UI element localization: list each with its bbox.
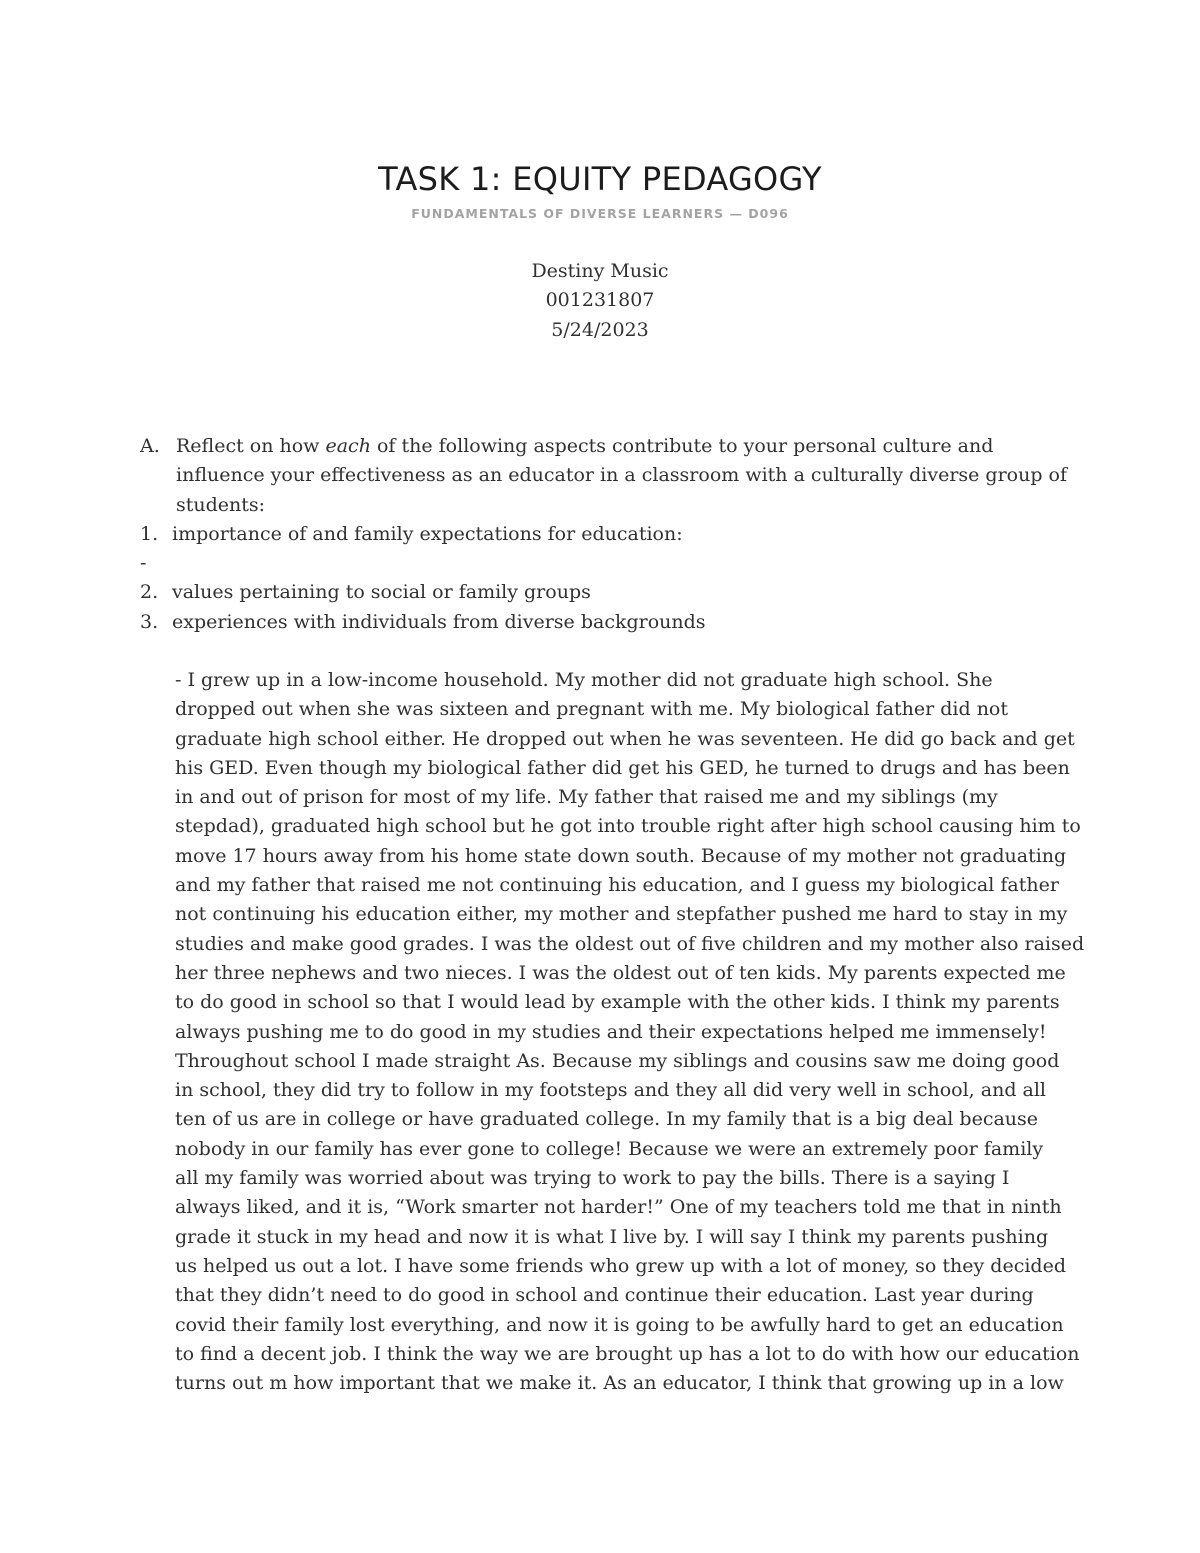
essay-line: covid their family lost everything, and now it is going to be awfully hard to get an education — [175, 1313, 1064, 1336]
essay-line: dropped out when she was sixteen and pregnant with me. My biological father did not — [175, 698, 1009, 721]
prompt-section — [140, 432, 1080, 637]
author-block — [0, 257, 1200, 345]
essay-line: to find a decent job. I think the way we are brought up has a lot to do with how our education — [175, 1342, 1080, 1365]
list-item-text: experiences with individuals from diverse backgrounds — [172, 610, 706, 633]
prompt-continuation — [140, 491, 1080, 520]
essay-line: all my family was worried about was trying to work to pay the bills. There is a saying I — [175, 1167, 1010, 1190]
essay-line: turns out m how important that we make it. As an educator, I think that growing up in a low — [175, 1372, 1064, 1395]
list-marker: 3. — [140, 610, 159, 633]
document-title: TASK 1: EQUITY PEDAGOGY — [378, 160, 822, 198]
essay-line: stepdad), graduated high school but he got into trouble right after high school causing him to — [175, 815, 1081, 838]
essay-line: grade it stuck in my head and now it is what I live by. I will say I think my parents pushing — [175, 1225, 1049, 1248]
essay-line: that they didn’t need to do good in school and continue their education. Last year during — [175, 1284, 1034, 1307]
prompt-text-part: Reflect on how — [176, 435, 326, 457]
essay-line: nobody in our family has ever gone to college! Because we were an extremely poor family — [175, 1137, 1044, 1160]
prompt-text-line — [176, 432, 993, 461]
prompt-text-line: students: — [176, 493, 266, 516]
list-marker: 1. — [140, 522, 159, 545]
prompt-item-dash — [140, 549, 1080, 578]
prompt-text-part: of the following aspects contribute to your personal culture and — [370, 435, 994, 457]
essay-line: Throughout school I made straight As. Because my siblings and cousins saw me doing good — [175, 1049, 1060, 1072]
prompt-continuation — [140, 461, 1080, 490]
essay-line: always pushing me to do good in my studies and their expectations helped me immensely! — [175, 1020, 1047, 1043]
prompt-emphasis: each — [325, 435, 371, 457]
essay-line: - I grew up in a low-income household. My mother did not graduate high school. She — [175, 669, 993, 691]
essay-line: studies and make good grades. I was the oldest out of five children and my mother also raised — [175, 932, 1085, 955]
essay-line: to do good in school so that I would lead by example with the other kids. I think my parents — [175, 991, 1060, 1014]
essay-line: always liked, and it is, “Work smarter not harder!” One of my teachers told me that in ninth — [175, 1196, 1062, 1219]
essay-line: graduate high school either. He dropped out when he was seventeen. He did go back and get — [175, 727, 1075, 750]
essay-line: not continuing his education either, my mother and stepfather pushed me hard to stay in my — [175, 903, 1068, 926]
essay-line: his GED. Even though my biological father did get his GED, he turned to drugs and has been — [175, 756, 1070, 779]
essay-line: in and out of prison for most of my life. My father that raised me and my siblings (my — [175, 786, 998, 809]
list-marker: 2. — [140, 581, 159, 604]
list-item-text: values pertaining to social or family groups — [172, 581, 591, 604]
author-name: Destiny Music — [531, 260, 669, 282]
essay-line: her three nephews and two nieces. I was the oldest out of ten kids. My parents expected me — [175, 961, 1066, 984]
essay-body — [175, 666, 1085, 1398]
prompt-item-3 — [140, 608, 1080, 637]
list-marker: - — [140, 552, 147, 575]
prompt-item-1 — [140, 520, 1080, 549]
prompt-item-a — [140, 432, 1080, 461]
essay-line: ten of us are in college or have graduated college. In my family that is a big deal because — [175, 1108, 1039, 1131]
list-marker: A. — [140, 435, 160, 457]
prompt-text-line: influence your effectiveness as an educator in a classroom with a culturally diverse group of — [176, 464, 1068, 487]
essay-line: us helped us out a lot. I have some friends who grew up with a lot of money, so they decided — [175, 1254, 1066, 1277]
document-subtitle: FUNDAMENTALS OF DIVERSE LEARNERS — D096 — [411, 206, 789, 221]
essay-line: in school, they did try to follow in my footsteps and they all did very well in school, and all — [175, 1079, 1047, 1102]
submission-date: 5/24/2023 — [551, 318, 649, 341]
list-item-text: importance of and family expectations for education: — [172, 522, 683, 545]
student-id: 001231807 — [545, 289, 655, 312]
essay-line: and my father that raised me not continuing his education, and I guess my biological father — [175, 874, 1059, 897]
essay-line: move 17 hours away from his home state down south. Because of my mother not graduating — [175, 844, 1067, 867]
prompt-item-2 — [140, 578, 1080, 607]
